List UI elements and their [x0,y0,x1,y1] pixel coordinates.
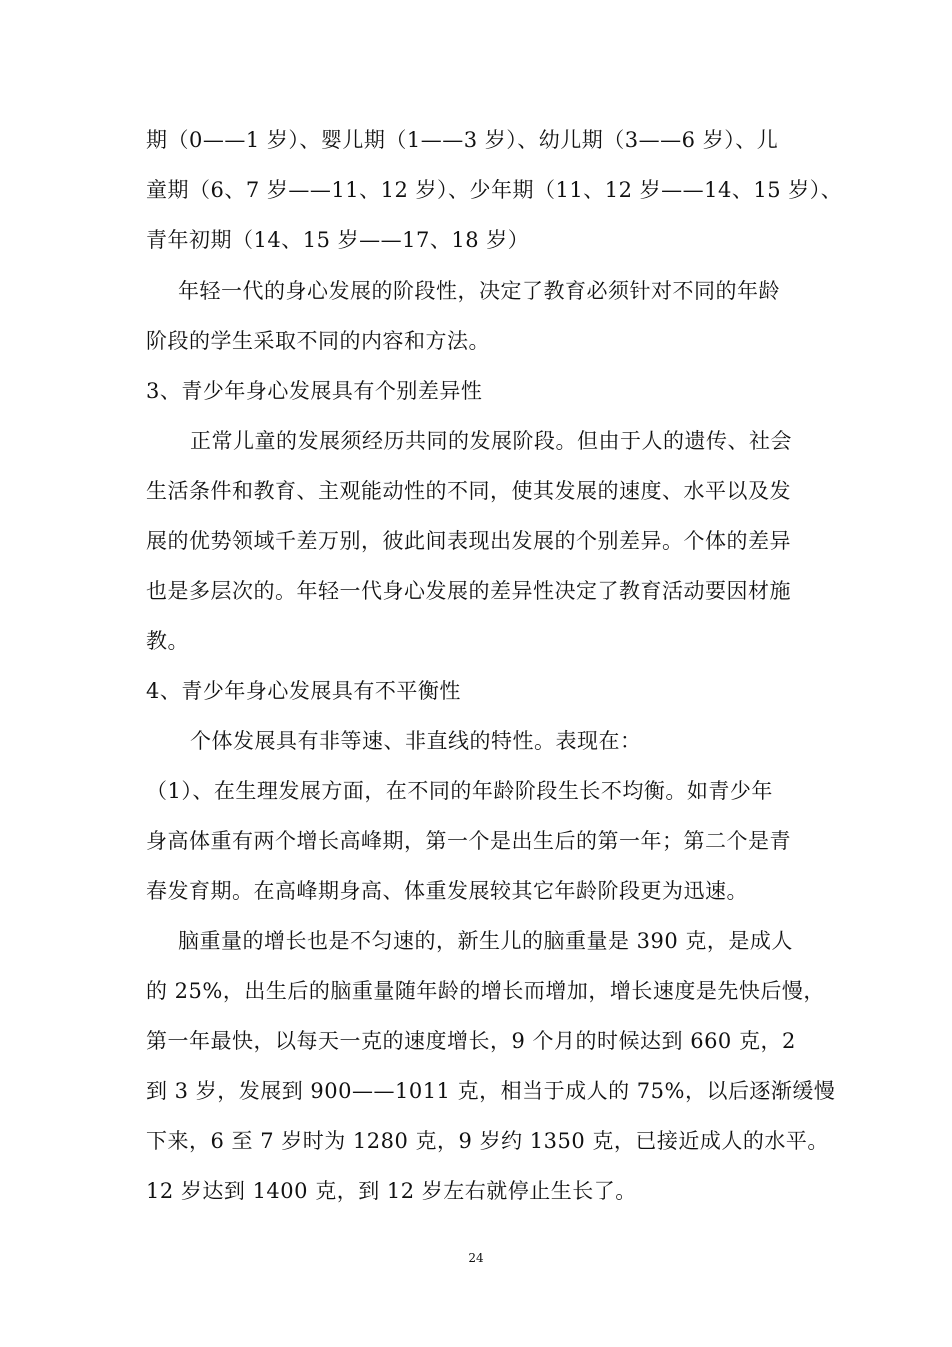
text-line: 12 岁达到 1400 克，到 12 岁左右就停止生长了。 [146,1179,637,1203]
text-line: （1）、在生理发展方面，在不同的年龄阶段生长不均衡。如青少年 [146,779,773,803]
text-line: 展的优势领域千差万别，彼此间表现出发展的个别差异。个体的差异 [146,529,791,553]
text-line: 青年初期（14、15 岁——17、18 岁） [146,228,530,252]
text-line: 年轻一代的身心发展的阶段性，决定了教育必须针对不同的年龄 [178,279,780,303]
section-heading: 3、青少年身心发展具有个别差异性 [146,379,483,403]
text-line: 第一年最快，以每天一克的速度增长，9 个月的时候达到 660 克，2 [146,1029,796,1053]
section-heading: 4、青少年身心发展具有不平衡性 [146,679,461,703]
text-line: 正常儿童的发展须经历共同的发展阶段。但由于人的遗传、社会 [190,429,792,453]
text-line: 脑重量的增长也是不匀速的，新生儿的脑重量是 390 克，是成人 [178,929,793,953]
text-line: 期（0——1 岁）、婴儿期（1——3 岁）、幼儿期（3——6 岁）、儿 [146,128,779,152]
page-number: 24 [468,1251,484,1265]
text-line: 也是多层次的。年轻一代身心发展的差异性决定了教育活动要因材施 [146,579,791,603]
text-line: 春发育期。在高峰期身高、体重发展较其它年龄阶段更为迅速。 [146,879,748,903]
text-line: 个体发展具有非等速、非直线的特性。表现在： [190,729,642,753]
text-line: 生活条件和教育、主观能动性的不同，使其发展的速度、水平以及发 [146,479,791,503]
text-line: 教。 [146,629,189,653]
text-line: 阶段的学生采取不同的内容和方法。 [146,329,490,353]
text-line: 的 25%，出生后的脑重量随年龄的增长而增加，增长速度是先快后慢， [146,979,825,1003]
text-line: 下来，6 至 7 岁时为 1280 克，9 岁约 1350 克，已接近成人的水平。 [146,1129,829,1153]
text-line: 身高体重有两个增长高峰期，第一个是出生后的第一年；第二个是青 [146,829,791,853]
text-line: 到 3 岁，发展到 900——1011 克，相当于成人的 75%，以后逐渐缓慢 [146,1079,836,1103]
text-line: 童期（6、7 岁——11、12 岁）、少年期（11、12 岁——14、15 岁）、 [146,178,843,202]
